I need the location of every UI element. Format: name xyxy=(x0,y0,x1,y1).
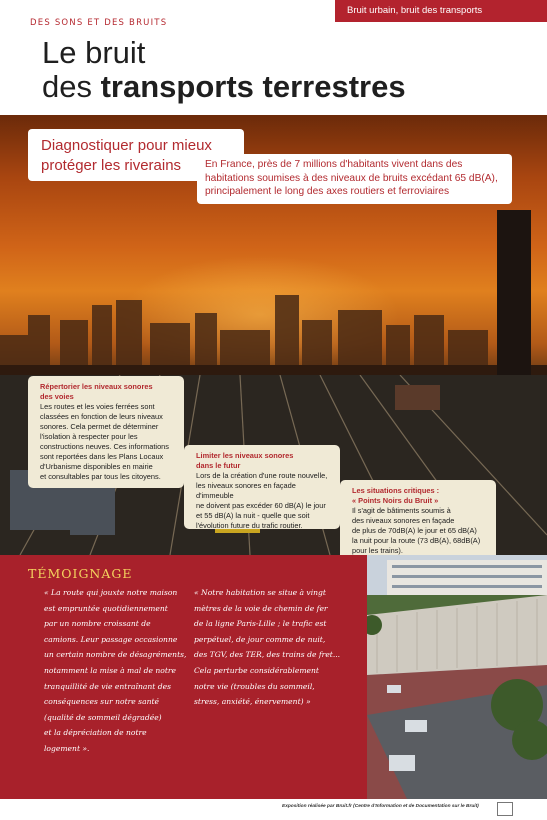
quote-line: perpétuel, de jour comme de nuit, xyxy=(194,634,326,644)
section-kicker: DES SONS ET DES BRUITS xyxy=(30,18,168,28)
info-card-limiter xyxy=(184,445,340,529)
card-line: classées en fonction de leurs niveaux xyxy=(40,412,163,421)
quote-line: (qualité de sommeil dégradée) xyxy=(44,712,162,722)
card-line: de plus de 70dB(A) le jour et 65 dB(A) xyxy=(352,526,477,535)
quote-line: de la ligne Paris-Lille ; le trafic est xyxy=(194,619,327,629)
info-card-situations-critiques xyxy=(340,480,496,564)
title-bold: transports terrestres xyxy=(100,69,406,104)
section-heading-line1: Diagnostiquer pour mieux xyxy=(41,137,212,154)
quote-line: un certain nombre de désagréments, xyxy=(44,650,187,660)
quote-line: notre vie (troubles du sommeil, xyxy=(194,681,315,691)
testimony-heading: TÉMOIGNAGE xyxy=(28,566,133,581)
cidb-logo xyxy=(497,802,513,816)
intro-line2: habitations soumises à des niveaux de bruits excédant 65 dB(A), xyxy=(205,172,498,184)
quote-line: « La route qui jouxte notre maison xyxy=(44,588,178,597)
card-line: ne doivent pas excéder 60 dB(A) le jour xyxy=(196,501,326,510)
testimony-quote-2 xyxy=(194,585,364,710)
quote-line: stress, anxiété, énervement) » xyxy=(194,697,311,707)
intro-text-box xyxy=(197,154,512,204)
quote-line: est empruntée quotidiennement xyxy=(44,603,168,613)
intro-line1: En France, près de 7 millions d'habitants vivent dans des xyxy=(205,159,463,170)
quote-line: mètres de la voie de chemin de fer xyxy=(194,603,328,613)
quote-line: Cela perturbe considérablement xyxy=(194,665,319,675)
quote-line: conséquences sur notre santé xyxy=(44,697,160,707)
footer-bar xyxy=(0,799,547,820)
card-line: l'isolation à respecter pour les xyxy=(40,432,138,441)
quote-line: « Notre habitation se situe à vingt xyxy=(194,588,326,597)
section-heading-line2: protéger les riverains xyxy=(41,157,182,174)
card-line: Les routes et les voies ferrées sont xyxy=(40,402,155,411)
quote-line: par un nombre croissant de xyxy=(44,619,151,629)
card-title-line1: Répertorier les niveaux sonores xyxy=(40,382,153,391)
card-line: sonores. Cela permet de déterminer xyxy=(40,422,159,431)
exhibition-credit: Exposition réalisée par Bruit.fr (Centre d'Information et de Documentation sur le Bruit) xyxy=(282,804,479,809)
title-prefix: des xyxy=(42,69,101,104)
card-line: l'évolution future du trafic routier. xyxy=(196,521,303,530)
category-tag: Bruit urbain, bruit des transports xyxy=(335,0,547,22)
card-line: constructions neuves. Ces informations xyxy=(40,442,169,451)
card-title-line1: Limiter les niveaux sonores xyxy=(196,451,294,460)
quote-line: des TGV, des TER, des trains de fret... xyxy=(194,650,341,660)
road-noise-barrier-photo xyxy=(367,555,547,799)
quote-line: tranquillité de vie entraînant des xyxy=(44,681,171,691)
quote-line: camions. Leur passage occasionne xyxy=(44,634,178,644)
card-line: pour les trains). xyxy=(352,546,403,555)
card-title-line2: des voies xyxy=(40,392,74,401)
testimony-quote-1 xyxy=(44,585,189,757)
page-title-line2 xyxy=(42,70,406,104)
card-title-line1: Les situations critiques : xyxy=(352,486,440,495)
card-line: et consultables par tous les citoyens. xyxy=(40,472,161,481)
quote-line: et la dépréciation de notre xyxy=(44,728,147,738)
card-line: sont reportées dans les Plans Locaux xyxy=(40,452,164,461)
card-line: la nuit pour la route (73 dB(A), 68dB(A) xyxy=(352,536,481,545)
quote-line: notamment la mise à mal de notre xyxy=(44,665,177,675)
intro-line3: principalement le long des axes routiers et ferroviaires xyxy=(205,186,450,197)
card-line: Il s'agit de bâtiments soumis à xyxy=(352,506,451,515)
quote-line: logement ». xyxy=(44,743,90,753)
page-title-line1: Le bruit xyxy=(42,35,146,70)
card-line: et 55 dB(A) la nuit - quelle que soit xyxy=(196,511,310,520)
card-line: Lors de la création d'une route nouvelle, xyxy=(196,471,328,480)
card-line: les niveaux sonores en façade d'immeuble xyxy=(196,481,296,500)
card-line: des niveaux sonores en façade xyxy=(352,516,455,525)
card-line: d'Urbanisme disponibles en mairie xyxy=(40,462,153,471)
info-card-repertorier xyxy=(28,376,184,488)
card-title-line2: « Points Noirs du Bruit » xyxy=(352,496,439,505)
card-title-line2: dans le futur xyxy=(196,461,241,470)
